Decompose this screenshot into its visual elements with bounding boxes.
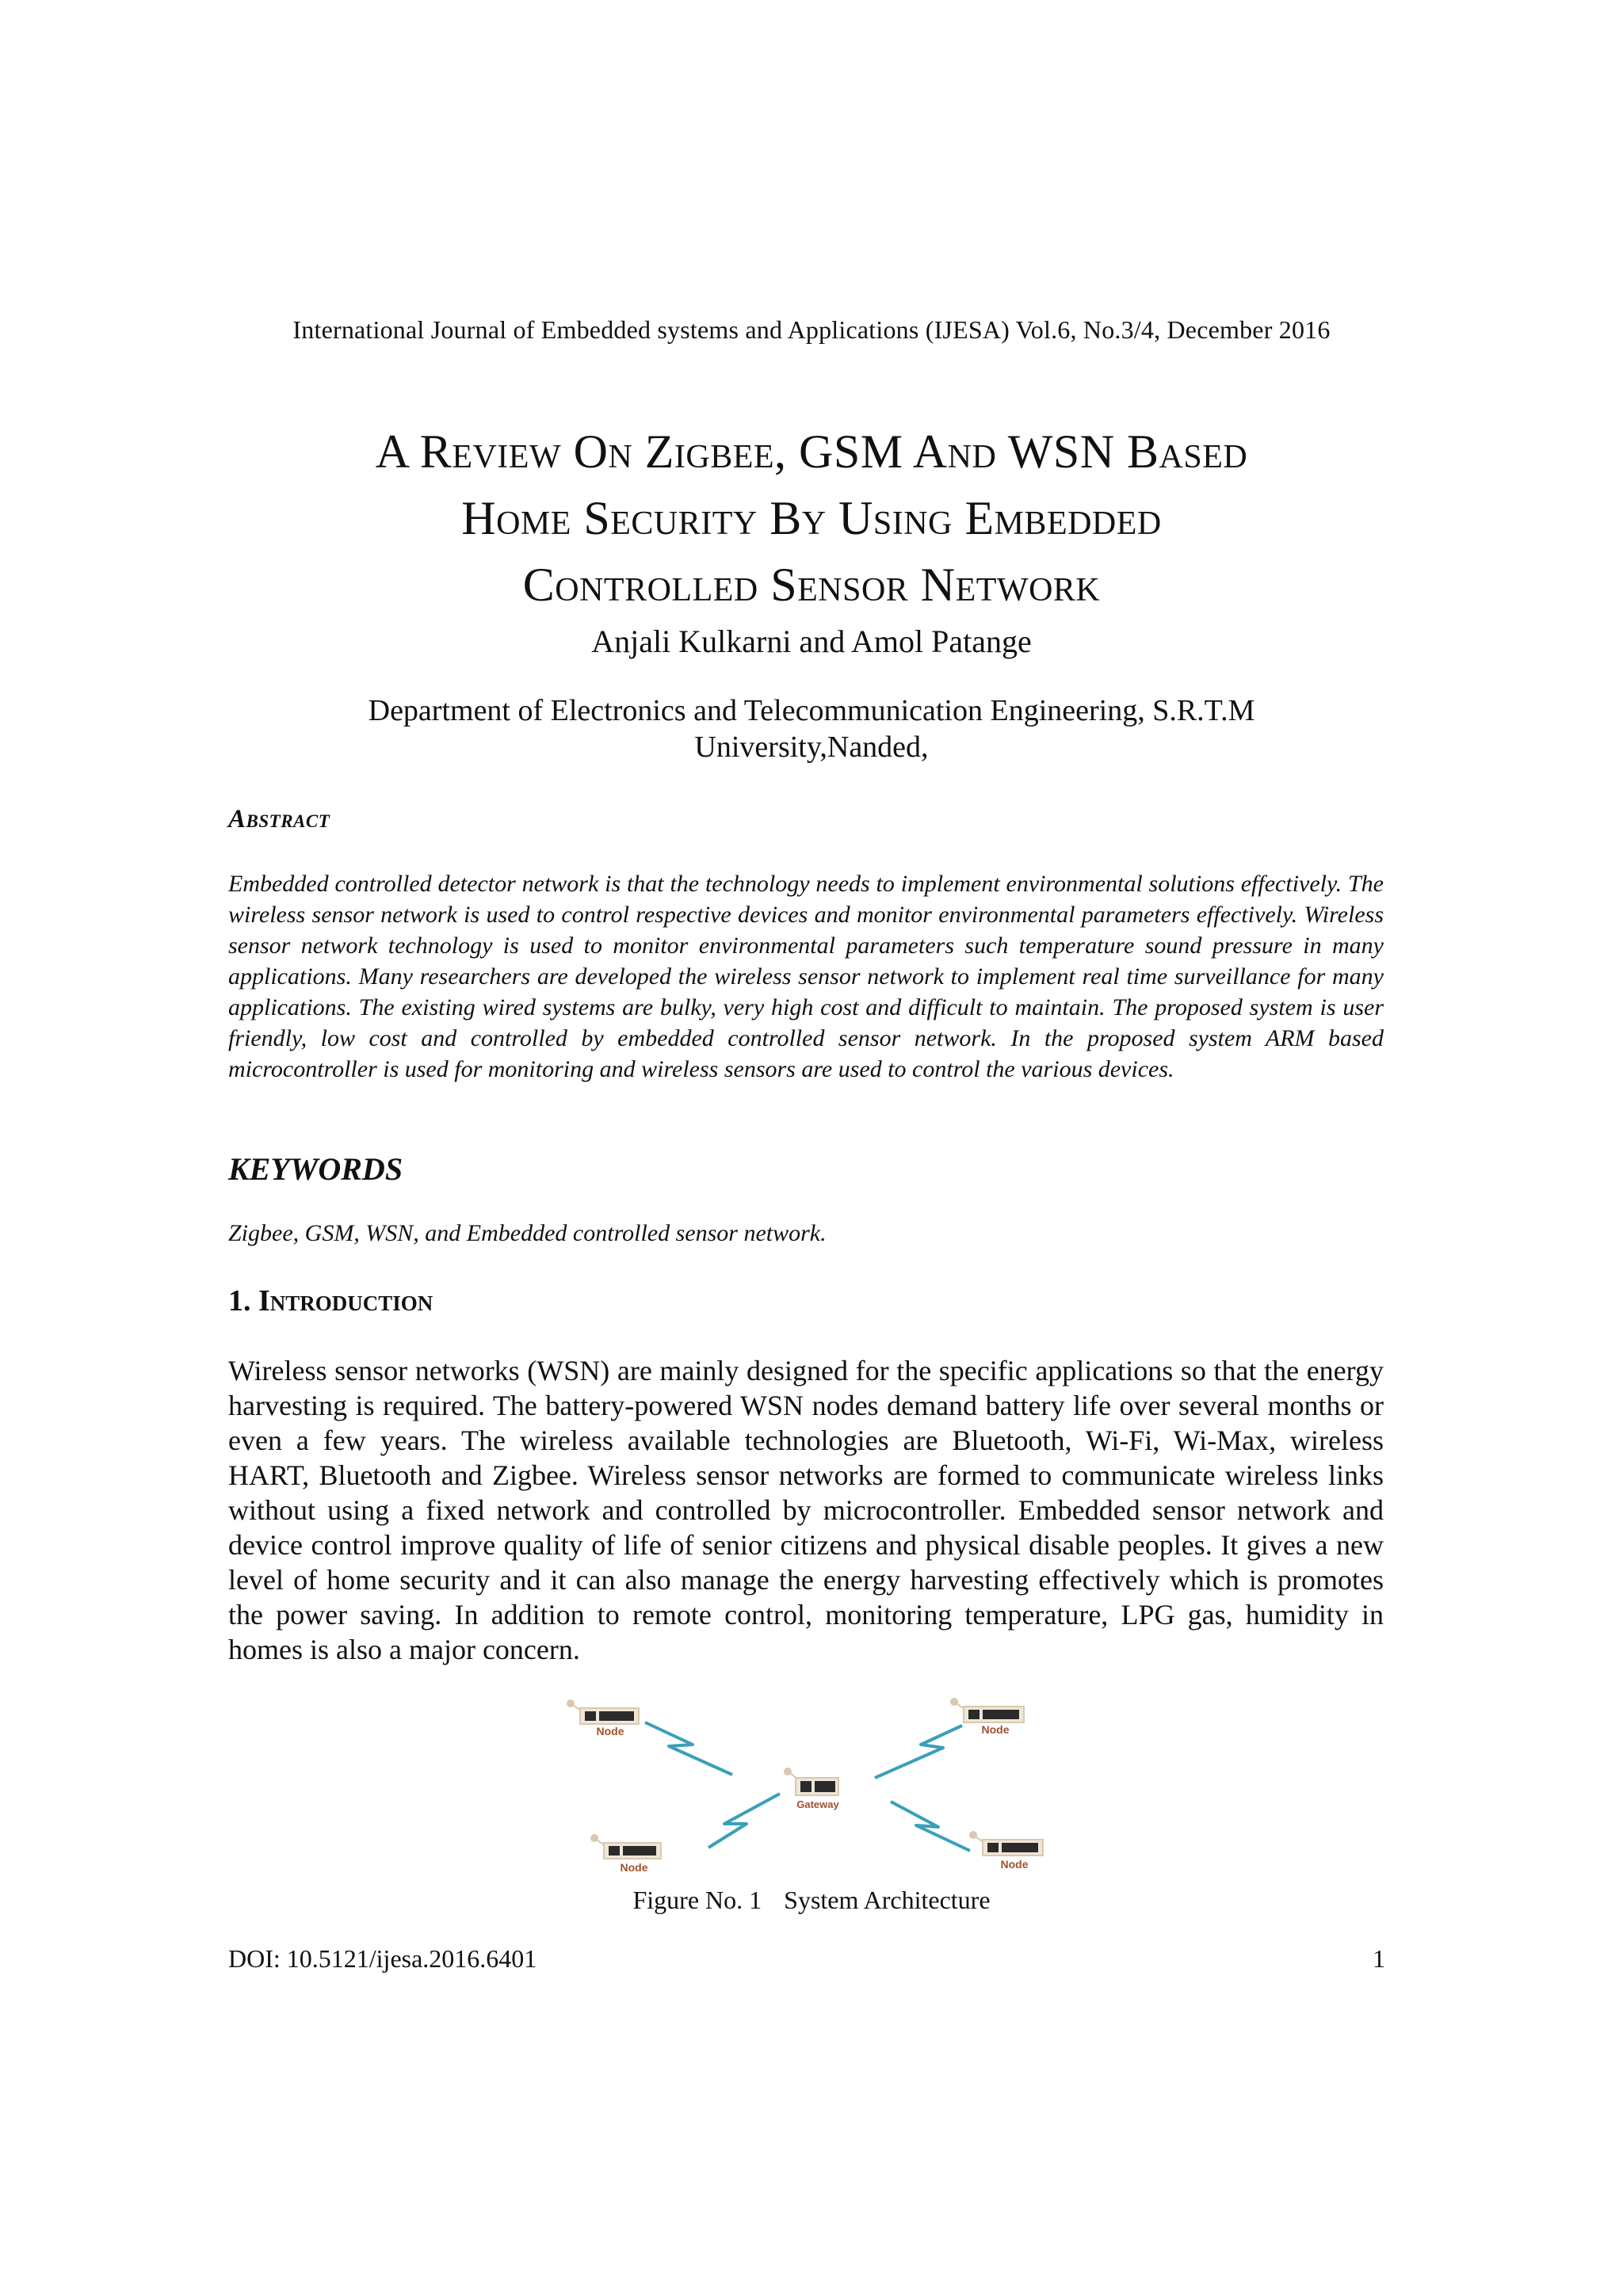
affiliation-line-1: Department of Electronics and Telecommunication Engineering, S.R.T.M: [368, 694, 1255, 727]
node-top-left: [567, 1699, 639, 1737]
node-bottom-right: [969, 1831, 1043, 1871]
title-line-1: A Review On Zigbee, GSM And WSN Based: [375, 425, 1248, 478]
title-line-3: Controlled Sensor Network: [522, 559, 1101, 611]
node-label: Node: [1000, 1858, 1029, 1871]
introduction-number: 1.: [228, 1284, 251, 1318]
node-label: Node: [596, 1725, 624, 1737]
figure-caption: [0, 1886, 1623, 1915]
abstract-heading: Abstract: [228, 805, 330, 833]
system-architecture-figure: [558, 1692, 1065, 1879]
link-top-left: [645, 1722, 732, 1775]
journal-header: International Journal of Embedded systems and Applications (IJESA) Vol.6, No.3/4, December 2016: [292, 315, 1331, 344]
gateway-label: Gateway: [796, 1798, 839, 1810]
keywords-heading: KEYWORDS: [228, 1151, 403, 1187]
node-label: Node: [981, 1723, 1010, 1736]
link-bottom-left: [708, 1794, 780, 1848]
abstract-text: Embedded controlled detector network is that the technology needs to implement environmental solutions effectively. The wireless sensor network is used to control respective devices and monitor environmental parameters effectively. Wireless sensor network technology is used to monitor environmental parameters such temperature sound pressure in many applications. Many researchers are developed the wireless sensor network to implement real time surveillance for many applications. The existing wired systems are bulky, very high cost and difficult to maintain. The proposed system is user friendly, low cost and controlled by embedded controlled sensor network. In the proposed system ARM based microcontroller is used for monitoring and wireless sensors are used to control the various devices.: [228, 871, 1384, 1082]
gateway: [784, 1768, 840, 1810]
introduction-heading: [228, 1283, 433, 1318]
link-top-right: [875, 1726, 962, 1778]
figure-caption-number: Figure No. 1: [632, 1886, 762, 1914]
footer-doi: DOI: 10.5121/ijesa.2016.6401: [228, 1944, 537, 1973]
affiliation: [257, 692, 1366, 765]
link-bottom-right: [891, 1802, 970, 1851]
affiliation-line-2: University,Nanded,: [694, 730, 929, 764]
introduction-text: Wireless sensor networks (WSN) are mainly designed for the specific applications so that the energy harvesting is required. The battery-powered WSN nodes demand battery life over several months or even a few years. The wireless available technologies are Bluetooth, Wi-Fi, Wi-Max, wireless HART, Bluetooth and Zigbee. Wireless sensor networks are formed to communicate wireless links without using a fixed network and controlled by microcontroller. Embedded sensor network and device control improve quality of life of senior citizens and physical disable peoples. It gives a new level of home security and it can also manage the energy harvesting effectively which is promotes the power saving. In addition to remote control, monitoring temperature, LPG gas, humidity in homes is also a major concern.: [228, 1355, 1384, 1665]
paper-title: [178, 418, 1445, 618]
authors: Anjali Kulkarni and Amol Patange: [591, 624, 1032, 659]
node-label: Node: [620, 1861, 648, 1874]
title-line-2: Home Security By Using Embedded: [461, 492, 1162, 544]
introduction-title: Introduction: [258, 1284, 433, 1318]
node-bottom-left: [590, 1834, 661, 1874]
page-number: 1: [1373, 1944, 1385, 1973]
node-top-right: [950, 1698, 1024, 1736]
system-architecture-diagram: [558, 1692, 1065, 1879]
keywords-text: Zigbee, GSM, WSN, and Embedded controlled sensor network.: [228, 1220, 827, 1246]
figure-caption-title: System Architecture: [784, 1886, 991, 1914]
